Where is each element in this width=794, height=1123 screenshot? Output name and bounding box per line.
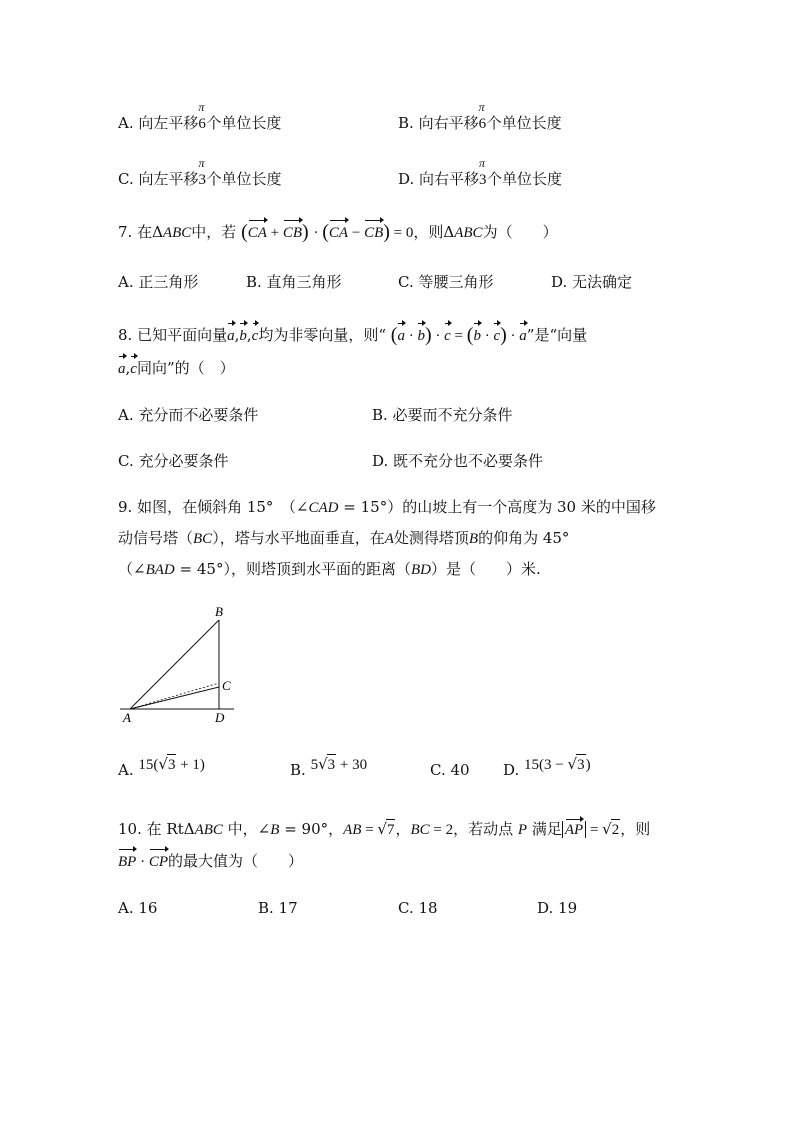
- label-d: D: [215, 710, 225, 725]
- q10-option-b: B. 17: [258, 899, 298, 917]
- q8-option-b: B. 必要而不充分条件: [372, 406, 513, 424]
- q7-stem: 7. 在ΔABC中，若 (CA + CB) · (CA − CB) = 0，则ΔABC为（ ）: [118, 221, 558, 243]
- q8-stem-line2: a,c同向”的（ ）: [118, 359, 235, 377]
- label-c: C: [222, 678, 231, 693]
- q8-option-d: D. 既不充分也不必要条件: [372, 452, 544, 470]
- q9-stem-line1: 9. 如图，在倾斜角 15° （∠CAD = 15°）的山坡上有一个高度为 30 米的中国移: [118, 498, 656, 516]
- q6-option-a: A. 向左平移 π 6个单位长度: [118, 100, 282, 132]
- q9-option-c: C. 40: [430, 761, 470, 779]
- q9-stem-line3: （∠BAD = 45°），则塔顶到水平面的距离（BD）是（ ）米.: [118, 560, 541, 578]
- label-a: A: [123, 710, 131, 725]
- q7-option-c: C. 等腰三角形: [398, 273, 494, 291]
- q6-option-b: B. 向右平移 π 6个单位长度: [398, 100, 562, 132]
- q6-option-c: C. 向左平移 π 3个单位长度: [118, 156, 282, 188]
- q9-stem-line2: 动信号塔（BC），塔与水平地面垂直，在A处测得塔顶B的仰角为 45°: [118, 529, 570, 547]
- q8-option-c: C. 充分必要条件: [118, 452, 229, 470]
- q9-option-a: A. 15(√3 + 1): [118, 755, 205, 779]
- q10-option-d: D. 19: [537, 899, 578, 917]
- q8-option-a: A. 充分而不必要条件: [118, 406, 259, 424]
- q10-stem-line1: 10. 在 RtΔABC 中，∠B = 90°，AB = √7，BC = 2，若动点 P 满足 AP = √2，则: [118, 820, 651, 838]
- line-ab: [130, 620, 219, 709]
- q8-stem-line1: 8. 已知平面向量a,b,c均为非零向量，则“ (a · b) · c = (b · c) · a”是“向量: [118, 324, 588, 346]
- q10-stem-line2: BP · CP的最大值为（ ）: [118, 852, 304, 870]
- slope-ac: [130, 687, 219, 709]
- q7-option-b: B. 直角三角形: [246, 273, 342, 291]
- q10-option-a: A. 16: [118, 899, 158, 917]
- q9-figure: [110, 602, 250, 727]
- q9-option-d: D. 15(3 − √3): [503, 755, 591, 779]
- q10-option-c: C. 18: [398, 899, 438, 917]
- q7-option-a: A. 正三角形: [118, 273, 199, 291]
- q7-option-d: D. 无法确定: [551, 273, 633, 291]
- q6-option-d: D. 向右平移 π 3个单位长度: [398, 156, 563, 188]
- label-b: B: [215, 604, 223, 619]
- q9-option-b: B. 5√3 + 30: [290, 755, 368, 779]
